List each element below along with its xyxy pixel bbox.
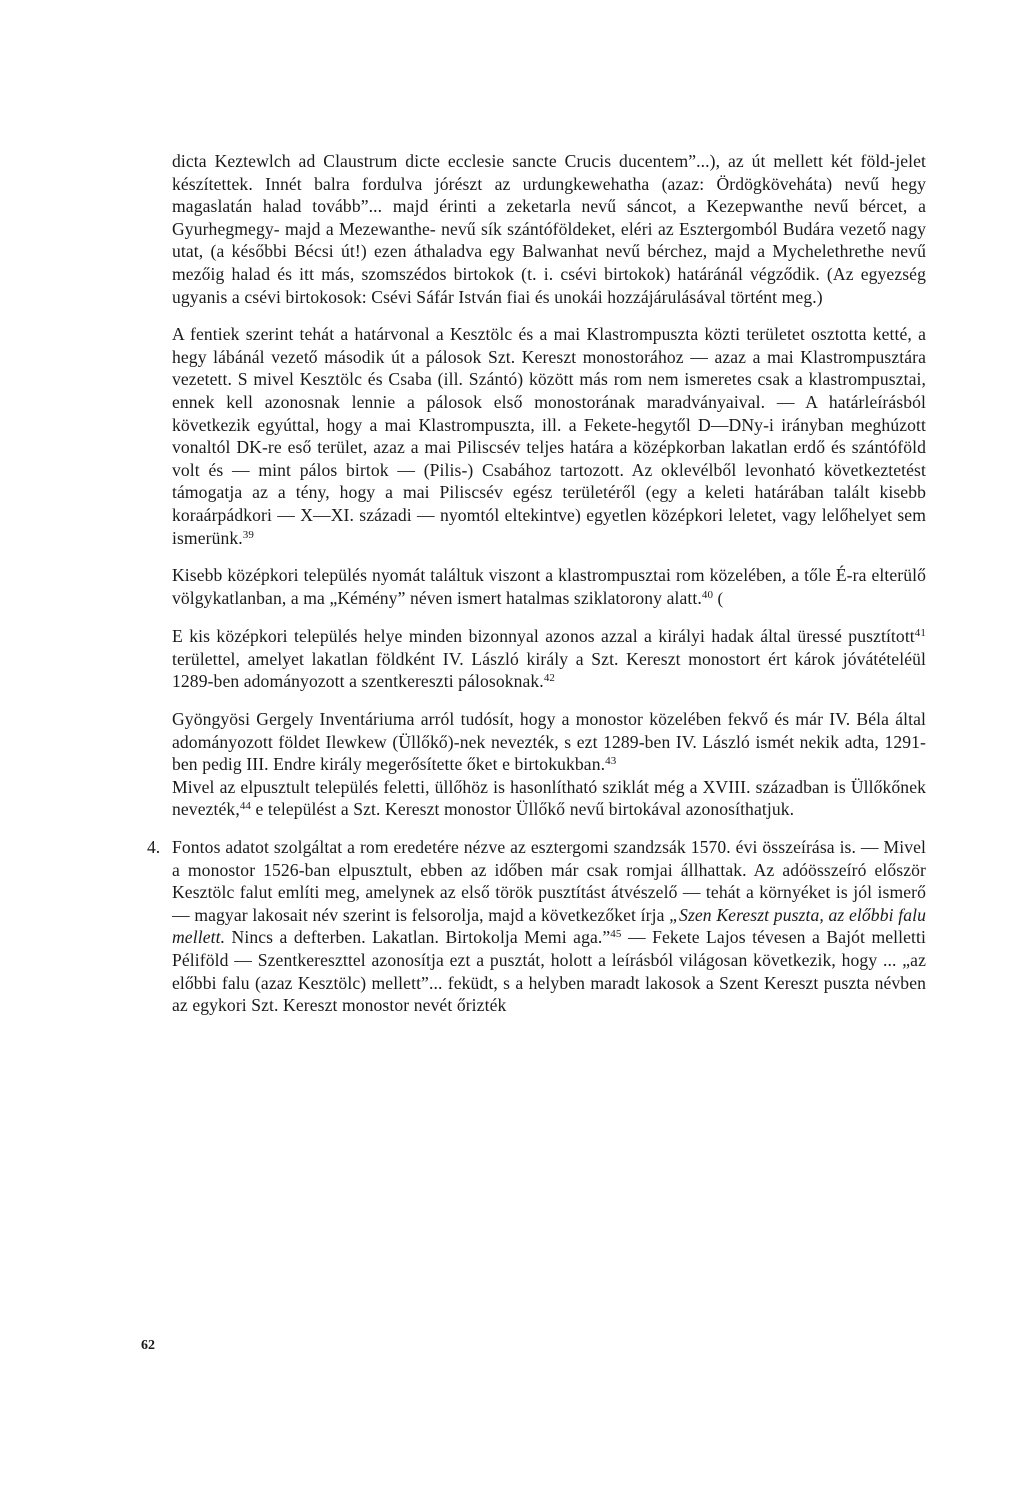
paragraph-boundary-conclusion (172, 323, 926, 549)
paragraph-text: Kisebb középkori település nyomát találtuk viszont a klastrompusztai rom közelében, a tőle É-ra elterülő völgykatlanban, a ma „Kémény” néven ismert hatalmas sziklatorony alatt. (172, 565, 926, 608)
paragraph-text: Gyöngyösi Gergely Inventáriuma arról tudósít, hogy a monostor közelében fekvő és már IV. Béla által adományozott földet Ilewkew (Üllőkő)-nek nevezték, s ezt 1289-ben IV. László ismét nekik adta, 1291-ben pedig III. Endre király megerősítette őket e birtokukban. (172, 709, 926, 775)
page-number: 62 (141, 1338, 155, 1353)
paragraph-inventory (172, 708, 926, 776)
paragraph-text: területtel, amelyet lakatlan földként IV. László király a Szt. Kereszt monostort ért károk jóvátételéül 1289-ben adományozott a szentkereszti pálosoknak. (172, 648, 926, 692)
paragraph-text: e települést a Szt. Kereszt monostor Üllőkő nevű birtokával azonosíthatjuk. (251, 799, 795, 820)
paragraph-text: dicta Keztewlch ad Claustrum dicte ecclesie sancte Crucis ducentem”...), az út mellett két föld-jelet készítettek. Innét balra fordulva jórészt az urdungkewehatha (azaz: Ördögköveháta) nevű hegy magaslatán halad tovább”... majd érinti a zeketarla nevű sáncot, a Kezepwanthe nevű bércet, a Gyurhegmegy- majd a Mezewanthe- nevű sík szántóföldeket, eléri az Esztergomból Budára vezető nagy utat, (a későbbi Bécsi út!) ezen áthaladva egy Balwanhat nevű bérchez, majd a Mychelethrethe nevű mezőig halad és itt más, szomszédos birtokok (t. i. csévi birtokok) határánál végződik. (Az egyezség ugyanis a csévi birtokosok: Csévi Sáfár István fiai és unokái hozzájárulásával történt meg.) (172, 151, 926, 307)
paragraph-text: Nincs a defterben. Lakatlan. Birtokolja Memi aga.” (225, 927, 611, 948)
paragraph-settlement-traces (172, 564, 926, 610)
numbered-section-4 (147, 836, 926, 1017)
paragraph-text: — Fekete Lajos tévesen a Bajót melletti Péliföld — Szentkereszttel azonosítja ezt a pusztát, holott a leírásból világosan következik, hogy ... „az előbbi falu (azaz Kesztölc) mellett”... feküdt, s a helyben maradt lakosok a Szent Kereszt puszta névben az egykori Szt. Kereszt monostor nevét őrizték (172, 927, 926, 1016)
paragraph-ullokő (172, 776, 926, 821)
paragraph-text: A fentiek szerint tehát a határvonal a Kesztölc és a mai Klastrompuszta közti területet osztotta ketté, a hegy lábánál vezető második út a pálosok Szt. Kereszt monostorához — azaz a mai Klastrompusztára vezetett. S mivel Kesztölc és Csaba (ill. Szántó) között más rom nem ismeretes csak a klastrompusztai, ennek kell azonosnak lennie a pálosok első monostorának maradványaival. — A határleírásból következik egyúttal, hogy a mai Klastrompuszta, ill. a Fekete-hegytől D—DNy-i irányban meghúzott vonaltól DK-re eső terület, azaz a mai Piliscsév teljes határa a középkorban lakatlan erdő és szántóföld volt és — mint pálos birtok — (Pilis-) Csabához tartozott. Az oklevélből levonható következtetést támogatja az a tény, hogy a mai Piliscsév egész területéről (egy a keleti határában talált kisebb koraárpádkori — X—XI. századi — nyomtól eltekintve) egyetlen középkori leletet, vagy lelőhelyet sem ismerünk. (172, 324, 926, 548)
paragraph-text: Fontos adatot szolgáltat a rom eredetére nézve az esztergomi szandzsák 1570. évi összeírása is. — Mivel a monostor 1526-ban elpusztult, ebben az időben már csak romjai állhattak. Az adóösszeíró először Kesztölc falut említi meg, amelynek az első török pusztítást átvészelő — tehát a környéket is jól ismerő — magyar lakosait név szerint is felsorolja, majd a következőket írja (172, 837, 926, 925)
paragraph-ottoman-census (172, 836, 926, 1017)
footnote-ref: 44 (239, 800, 252, 813)
footnote-ref: 41 (914, 627, 926, 640)
footnote-ref: 39 (242, 528, 254, 541)
section-number: 4. (147, 837, 161, 858)
footnote-ref: 42 (543, 672, 556, 685)
footnote-ref: 40 (701, 588, 714, 601)
text-column (147, 150, 926, 1017)
paragraph-boundary-description (172, 150, 926, 308)
paragraph-text: Mivel az elpusztult település feletti, üllőhöz is hasonlítható sziklát még a XVIII. században is Üllőkőnek nevezték, (172, 776, 926, 820)
stray-mark: ( (717, 588, 724, 608)
paragraph-settlement-identity (172, 625, 926, 693)
footnote-ref: 45 (610, 928, 622, 941)
paragraph-text: E kis középkori település helye minden bizonnyal azonos azzal a királyi hadak által üressé pusztított (172, 626, 915, 647)
footnote-ref: 43 (605, 755, 617, 768)
italic-quote: „Szen Kereszt puszta, az előbbi falu mellett. (172, 904, 926, 948)
